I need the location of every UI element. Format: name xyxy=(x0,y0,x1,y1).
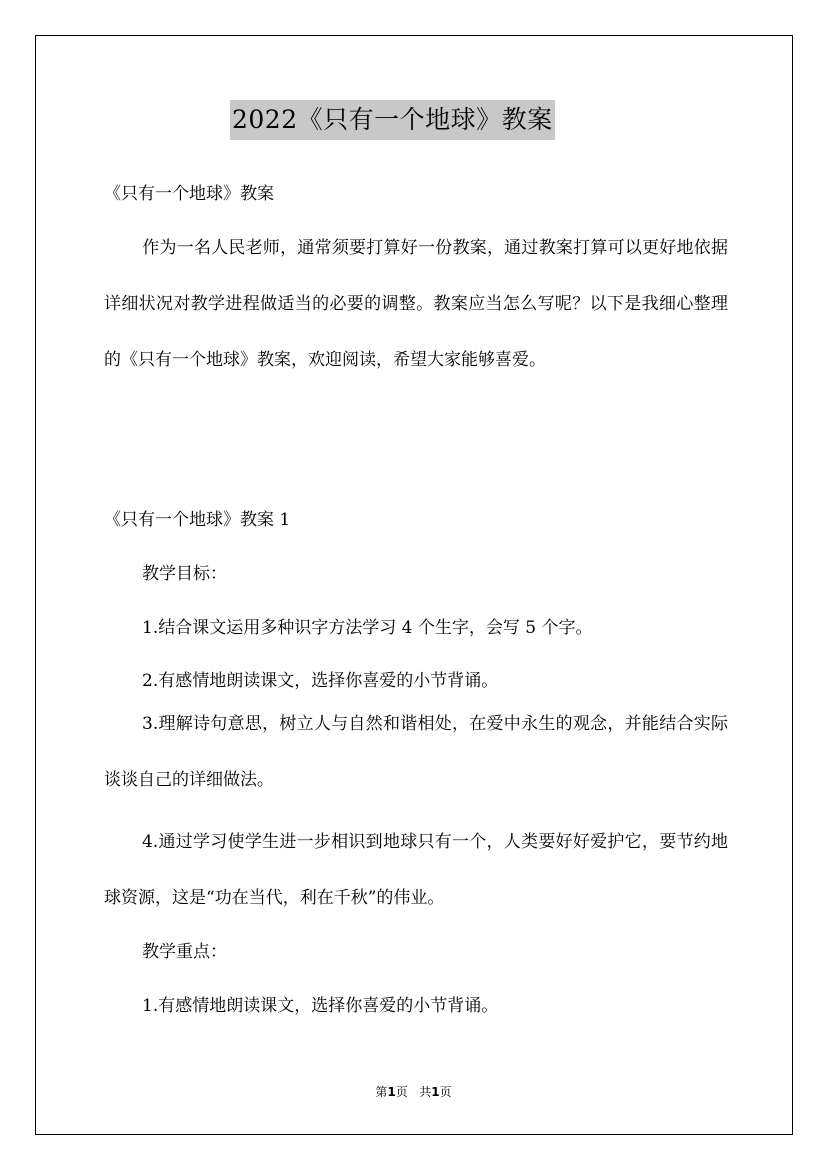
page-number: 1 xyxy=(387,1085,396,1099)
goal-item-1: 1.结合课文运用多种识字方法学习 4 个生字，会写 5 个字。 xyxy=(142,618,593,638)
intro-text: 作为一名人民老师，通常须要打算好一份教案，通过教案打算可以更好地依据详细状况对教学进程做适当的必要的调整。教案应当怎么写呢？以下是我细心整理的《只有一个地球》教案，欢迎阅读，希望大家能够喜爱。 xyxy=(104,238,728,370)
total-suffix: 页 xyxy=(439,1085,452,1099)
goal-item-3 xyxy=(104,696,728,808)
key-point-item-1: 1.有感情地朗读课文，选择你喜爱的小节背诵。 xyxy=(142,996,499,1016)
goal-item-4 xyxy=(104,814,728,926)
goal-item-4-text: 4.通过学习使学生进一步相识到地球只有一个，人类要好好爱护它，要节约地球资源，这是“功在当代，利在千秋”的伟业。 xyxy=(104,832,728,908)
goals-heading: 教学目标： xyxy=(142,564,227,584)
total-pages: 1 xyxy=(431,1085,440,1099)
document-subtitle: 《只有一个地球》教案 xyxy=(104,184,274,204)
page-prefix: 第 xyxy=(375,1085,388,1099)
goal-item-3-text: 3.理解诗句意思，树立人与自然和谐相处，在爱中永生的观念，并能结合实际谈谈自己的详细做法。 xyxy=(104,714,728,790)
intro-paragraph xyxy=(104,220,728,388)
section-heading: 《只有一个地球》教案 1 xyxy=(104,510,291,530)
key-points-heading: 教学重点： xyxy=(142,942,227,962)
page-suffix: 页 xyxy=(395,1085,408,1099)
page-footer xyxy=(0,1084,827,1100)
total-prefix: 共 xyxy=(419,1085,432,1099)
goal-item-2: 2.有感情地朗读课文，选择你喜爱的小节背诵。 xyxy=(142,671,499,691)
document-title: 2022《只有一个地球》教案 xyxy=(230,100,555,140)
